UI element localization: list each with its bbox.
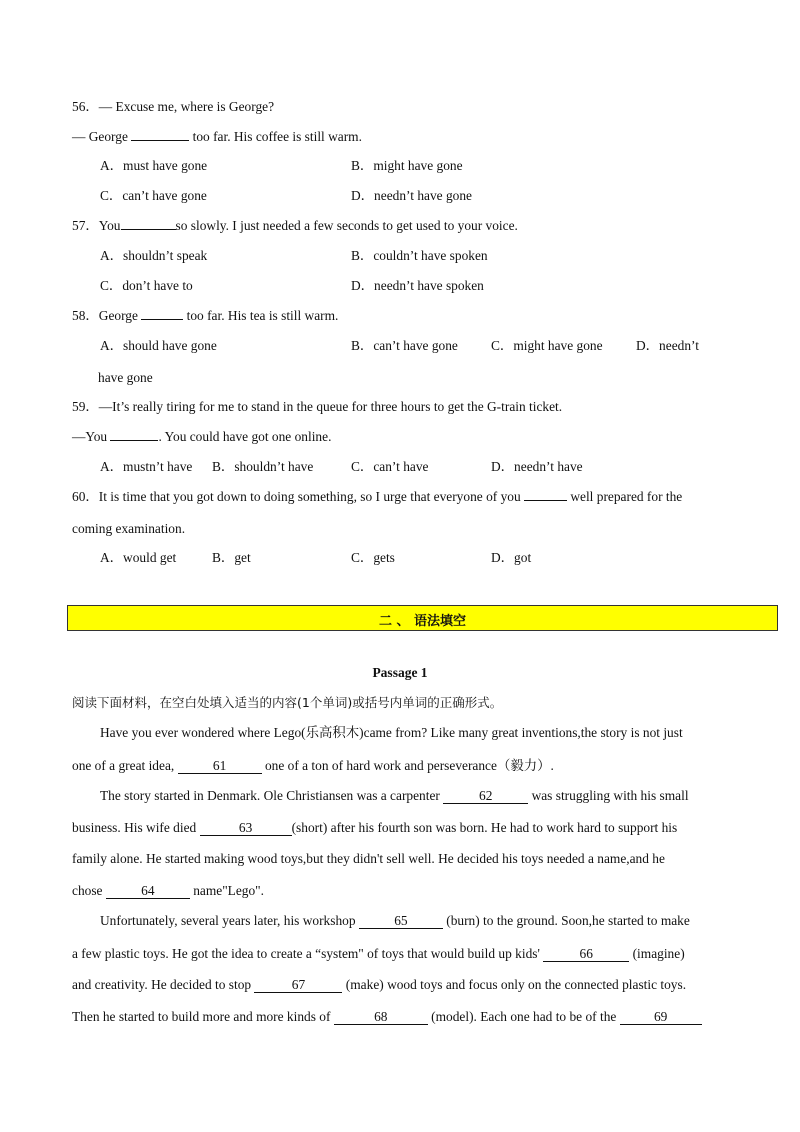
q56-option-a[interactable]: A．must have gone xyxy=(100,158,208,173)
q59-line2 xyxy=(72,428,331,446)
q58-stem xyxy=(72,307,338,325)
p2-line4-post: name"Lego". xyxy=(189,883,264,898)
q59-blank[interactable] xyxy=(110,440,158,441)
p2-line4-pre: chose xyxy=(72,883,106,898)
blank-67[interactable]: 67 xyxy=(254,977,342,993)
q57-stem-pre: 57．You xyxy=(72,218,121,233)
q59-option-c[interactable]: C．can’t have xyxy=(351,459,429,474)
q60-option-d[interactable]: D．got xyxy=(491,550,532,565)
q57-option-d[interactable]: D．needn’t have spoken xyxy=(351,278,484,293)
q58-stem-pre: 58．George xyxy=(72,308,142,323)
q58-option-d-continued: have gone xyxy=(98,370,153,385)
blank-66[interactable]: 66 xyxy=(543,946,629,962)
passage-instruction: 阅读下面材料，在空白处填入适当的内容(1个单词)或括号内单词的正确形式。 xyxy=(72,695,503,710)
p2-line4 xyxy=(72,882,264,900)
p1-line2-pre: one of a great idea, xyxy=(72,758,178,773)
p3-line4-pre: Then he started to build more and more kinds of xyxy=(72,1009,334,1024)
q58-option-a[interactable]: A．should have gone xyxy=(100,338,217,353)
p1-line1: Have you ever wondered where Lego(乐高积木)came from? Like many great inventions,the story is not just xyxy=(100,725,683,740)
q56-line2-pre: — George xyxy=(72,129,132,144)
blank-68[interactable]: 68 xyxy=(334,1009,428,1025)
q56-blank[interactable] xyxy=(131,140,189,141)
p3-line4-post: (model). Each one had to be of the xyxy=(427,1009,620,1024)
p2-line1-pre: The story started in Denmark. Ole Christiansen was a carpenter xyxy=(100,788,444,803)
q59-option-d[interactable]: D．needn’t have xyxy=(491,459,583,474)
p3-line3-pre: and creativity. He decided to stop xyxy=(72,977,255,992)
q59-stem: 59．—It’s really tiring for me to stand in the queue for three hours to get the G-train ticket. xyxy=(72,399,563,414)
q57-option-b[interactable]: B．couldn’t have spoken xyxy=(351,248,488,263)
blank-63[interactable]: 63 xyxy=(200,820,292,836)
q59-option-b[interactable]: B．shouldn’t have xyxy=(212,459,314,474)
q60-option-b[interactable]: B．get xyxy=(212,550,251,565)
q58-option-d[interactable]: D．needn’t xyxy=(636,338,699,353)
q56-option-b[interactable]: B．might have gone xyxy=(351,158,463,173)
p3-line2-post: (imagine) xyxy=(629,946,685,961)
q57-blank[interactable] xyxy=(121,229,176,230)
p2-line2-post: (short) after his fourth son was born. He had to work hard to support his xyxy=(291,820,678,835)
p2-line1 xyxy=(100,787,689,805)
q58-option-c[interactable]: C．might have gone xyxy=(491,338,603,353)
section-banner xyxy=(67,605,778,631)
q60-stem xyxy=(72,488,682,506)
q59-line2-post: . You could have got one online. xyxy=(158,429,332,444)
q60-stem-post: well prepared for the xyxy=(567,489,683,504)
q60-blank[interactable] xyxy=(524,500,567,501)
q58-blank[interactable] xyxy=(141,319,183,320)
q60-option-c[interactable]: C．gets xyxy=(351,550,395,565)
q56-line2 xyxy=(72,128,362,146)
passage-title: Passage 1 xyxy=(372,665,428,680)
q56-stem: 56．— Excuse me, where is George? xyxy=(72,99,275,114)
p3-line2 xyxy=(72,945,685,963)
blank-62[interactable]: 62 xyxy=(443,788,528,804)
q58-option-b[interactable]: B．can’t have gone xyxy=(351,338,458,353)
q56-option-d[interactable]: D．needn’t have gone xyxy=(351,188,472,203)
q56-line2-post: too far. His coffee is still warm. xyxy=(189,129,362,144)
q60-option-a[interactable]: A．would get xyxy=(100,550,177,565)
blank-69[interactable]: 69 xyxy=(620,1009,702,1025)
p3-line3-post: (make) wood toys and focus only on the connected plastic toys. xyxy=(342,977,687,992)
p2-line2-pre: business. His wife died xyxy=(72,820,200,835)
q59-line2-pre: —You xyxy=(72,429,111,444)
p2-line3: family alone. He started making wood toys,but they didn't sell well. He decided his toys needed a name,and he xyxy=(72,851,665,866)
p3-line1-pre: Unfortunately, several years later, his workshop xyxy=(100,913,359,928)
q57-stem xyxy=(72,217,518,235)
q60-stem-pre: 60．It is time that you got down to doing something, so I urge that everyone of you xyxy=(72,489,524,504)
p2-line2 xyxy=(72,819,677,837)
q57-option-c[interactable]: C．don’t have to xyxy=(100,278,193,293)
section-title: 二 、 语法填空 xyxy=(378,614,467,629)
q59-option-a[interactable]: A．mustn’t have xyxy=(100,459,193,474)
q57-option-a[interactable]: A．shouldn’t speak xyxy=(100,248,208,263)
p3-line3 xyxy=(72,976,686,994)
q58-stem-post: too far. His tea is still warm. xyxy=(183,308,339,323)
blank-61[interactable]: 61 xyxy=(178,758,262,774)
p1-line2-post: one of a ton of hard work and perseverance（毅力）. xyxy=(261,758,554,773)
p1-line2 xyxy=(72,757,554,775)
p3-line2-pre: a few plastic toys. He got the idea to create a “system" of toys that would build up kids' xyxy=(72,946,544,961)
p3-line1 xyxy=(100,912,690,930)
q56-option-c[interactable]: C．can’t have gone xyxy=(100,188,207,203)
p3-line4 xyxy=(72,1008,702,1026)
blank-65[interactable]: 65 xyxy=(359,913,443,929)
q57-stem-post: so slowly. I just needed a few seconds to get used to your voice. xyxy=(175,218,518,233)
p3-line1-post: (burn) to the ground. Soon,he started to make xyxy=(442,913,690,928)
q60-stem-continued: coming examination. xyxy=(72,521,186,536)
p2-line1-post: was struggling with his small xyxy=(528,788,689,803)
blank-64[interactable]: 64 xyxy=(106,883,190,899)
